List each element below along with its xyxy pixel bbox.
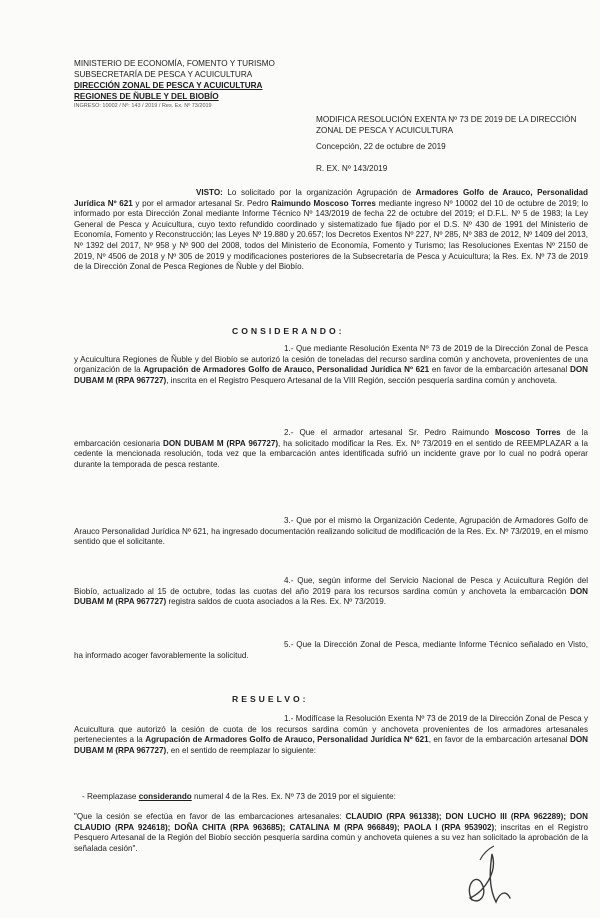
- resuelvo-heading: RESUELVO:: [232, 694, 309, 704]
- handwritten-signature: [458, 842, 518, 912]
- resuelvo-1: 1.- Modifícase la Resolución Exenta Nº 73 de 2019 de la Dirección Zonal de Pesca y Acuicultura que autorizó la cesión de cuota de los recursos sardina común y anchoveta provenientes de los armadores artesanales pertenecientes a la Agrupación de Armadores Golfo de Arauco, Personalidad Jurídica Nº 621, en favor de la embarcación artesanal DON DUBAM M (RPA 967727), en el sentido de reemplazar lo siguiente:: [74, 714, 588, 755]
- directorate-name: DIRECCIÓN ZONAL DE PESCA Y ACUICULTURA: [74, 81, 263, 90]
- ministry-name: MINISTERIO DE ECONOMÍA, FOMENTO Y TURISMO: [74, 59, 275, 68]
- regions-name: REGIONES DE ÑUBLE Y DEL BIOBÍO: [74, 92, 219, 101]
- visto-label: VISTO:: [196, 188, 223, 197]
- letterhead: [74, 58, 294, 111]
- visto-paragraph: VISTO: Lo solicitado por la organización Agrupación de Armadores Golfo de Arauco, Personalidad Jurídica Nº 621 y por el armador artesanal Sr. Pedro Raimundo Moscoso Torres mediante ingreso Nº 10002 del 10 de octubre de 2019; lo informado por esta Dirección Zonal mediante Informe Técnico Nº 143/2019 de fecha 22 de octubre del 2019; el D.F.L. Nº 5 de 1983; la Ley General de Pesca y Acuicultura, cuyo texto refundido coordinado y sistematizado fue fijado por el D.S. Nº 430 de 1991 del Ministerio de Economía, Fomento y Reconstrucción; las Leyes Nº 19.880 y 20.657; los Decretos Exentos Nº 227, Nº 285, Nº 383 de 2012, Nº 1409 del 2013, Nº 1392 del 2017, Nº 958 y Nº 900 del 2008, todos del Ministerio de Economía, Fomento y Turismo; las Resoluciones Exentas Nº 2150 de 2019, Nº 4506 de 2018 y Nº 305 de 2019 y modificaciones posteriores de la Subsecretaría de Pesca y Acuicultura; la Res. Ex. Nº 73 de 2019 de la Dirección Zonal de Pesca Regiones de Ñuble y del Biobío.: [74, 188, 588, 272]
- subsecretary-name: SUBSECRETARÍA DE PESCA Y ACUICULTURA: [74, 70, 253, 79]
- replacement-quote: "Que la cesión se efectúa en favor de las embarcaciones artesanales: CLAUDIO (RPA 961338); DON LUCHO III (RPA 962289); DON CLAUDIO (RPA 924618); DOÑA CHITA (RPA 963685); CATALINA M (RPA 966849); PAOLA I (RPA 953902); inscritas en el Registro Pesquero Artesanal de la Región del Biobío sección pesquería sardina común y anchoveta quienes a su vez han solicitado la aprobación de la señalada cesión".: [74, 812, 588, 853]
- resolution-number: R. EX. Nº 143/2019: [316, 164, 388, 173]
- considerando-1: 1.- Que mediante Resolución Exenta Nº 73 de 2019 de la Dirección Zonal de Pesca y Acuicultura Regiones de Ñuble y del Biobío se autorizó la cesión de toneladas del recurso sardina común y anchoveta, provenientes de una organización de la Agrupación de Armadores Golfo de Arauco, Personalidad Jurídica Nº 621 en favor de la embarcación artesanal DON DUBAM M (RPA 967727), inscrita en el Registro Pesquero Artesanal de la VIII Región, sección pesquería sardina común y anchoveta.: [74, 344, 588, 385]
- considerando-3: 3.- Que por el mismo la Organización Cedente, Agrupación de Armadores Golfo de Arauco Personalidad Jurídica Nº 621, ha ingresado documentación realizando solicitud de modificación de la Res. Ex. Nº 73/2019, en el mismo sentido que el solicitante.: [74, 516, 588, 547]
- considerando-4: 4.- Que, según informe del Servicio Nacional de Pesca y Acuicultura Región del Biobío, actualizado al 15 de octubre, todas las cuotas del año 2019 para los recursos sardina común y anchoveta la embarcación DON DUBAM M (RPA 967727) registra saldos de cuota asociados a la Res. Ex. Nº 73/2019.: [74, 576, 588, 607]
- file-reference: INGRESO: 10002 / Nº: 143 / 2019 / Res. Ex. Nº 73/2019: [74, 103, 212, 109]
- place-date: Concepción, 22 de octubre de 2019: [316, 142, 446, 151]
- considerando-heading: CONSIDERANDO:: [232, 326, 345, 336]
- resolution-subject: MODIFICA RESOLUCIÓN EXENTA Nº 73 DE 2019 DE LA DIRECCIÓN ZONAL DE PESCA Y ACUICULTURA: [316, 115, 577, 135]
- considerando-2: 2.- Que el armador artesanal Sr. Pedro Raimundo Moscoso Torres de la embarcación cesionaria DON DUBAM M (RPA 967727), ha solicitado modificar la Res. Ex. Nº 73/2019 en el sentido de REEMPLAZAR a la cedente la mencionada resolución, toda vez que la embarcación antes identificada sufrió un incidente grave por lo cual no podrá operar durante la temporada de pesca restante.: [74, 428, 589, 469]
- considerando-5: 5.- Que la Dirección Zonal de Pesca, mediante Informe Técnico señalado en Visto, ha informado acoger favorablemente la solicitud.: [74, 640, 588, 660]
- resuelvo-bullet: - Reemplazase considerando numeral 4 de la Res. Ex. Nº 73 de 2019 por el siguiente:: [82, 792, 396, 801]
